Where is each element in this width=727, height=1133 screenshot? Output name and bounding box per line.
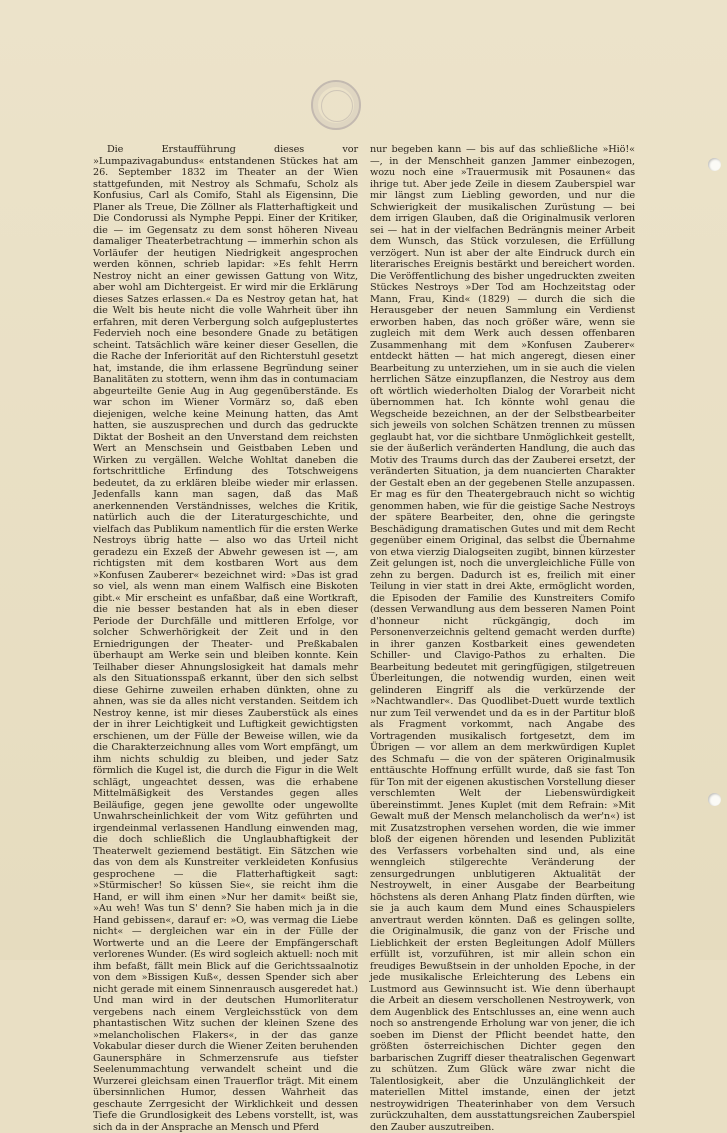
library-stamp [311, 80, 361, 130]
text-column-left [93, 144, 358, 1133]
punch-hole-bottom [708, 793, 721, 806]
library-stamp-inner [321, 90, 353, 122]
left-column-paragraph: Die Erstaufführung dieses vor »Lumpazivagabundus« entstandenen Stückes hat am 26. September 1832 im Theater an der Wien stattgefunden, mit Nestroy als Schmafu, Scholz als Konfusius, Carl als Comifo, Stahl als Eigensinn, Die Planer als Treue, Die Zöllner als Flatterhaftigkeit und Die Condorussi als Nymphe Peppi. Einer der Kritiker, die — im Gegensatz zu dem sonst höheren Niveau damaliger Theaterbetrachtung — immerhin schon als Vorläufer der heutigen Niedrigkeit angesprochen werden können, schrieb lapidar: »Es fehlt Herrn Nestroy nicht an einer gewissen Gattung von Witz, aber wohl am Dichtergeist. Er wird mir die Erklärung dieses Satzes erlassen.« Da es Nestroy getan hat, hat die Welt bis heute nicht die volle Wahrheit über ihn erfahren, mit deren Verbergung solch aufgeplustertes Federvieh noch eine besondere Gnade zu betätigen scheint. Tatsächlich wäre keiner dieser Gesellen, die die Rache der Inferiorität auf den Richterstuhl gesetzt hat, imstande, die ihm erlassene Begründung seiner Banalitäten zu stottern, wenn ihm das in contumaciam abgeurteilte Genie Aug in Aug gegenüberstände. Es war schon im Wiener Vormärz so, daß eben diejenigen, welche keine Meinung hatten, das Amt hatten, sie auszusprechen und durch das gedruckte Diktat der Bosheit an den Unverstand dem reichsten Wert an Menschsein und Geistbaben Leben und Wirken zu vergällen. Welche Wohltat daneben die fortschrittliche Erfindung des Totschweigens bedeutet, da zu erklären bleibe wieder mir erlassen. Jedenfalls kann man sagen, daß das Maß anerkennenden Verständnisses, welches die Kritik, natürlich auch die der Literaturgeschichte, und vielfach das Publikum namentlich für die ersten Werke Nestroys übrig hatte — also wo das Urteil nicht geradezu ein Exzeß der Abwehr gewesen ist —, am richtigsten mit dem kostbaren Wort aus dem »Konfusen Zauberer« bezeichnet wird: »Das ist grad so viel, als wenn man einem Walfisch eine Biskoten gibt.« Mir erscheint es unfaßbar, daß eine Wortkraft, die nie besser bestanden hat als in eben dieser Periode der Durchfälle und mittleren Erfolge, vor solcher Schwerhörigkeit der Zeit und in den Erniedrigungen der Theater- und Preßkabalen überhaupt am Werke sein und bleiben konnte. Kein Teilhaber dieser Ahnungslosigkeit hat damals mehr als den Situationsspaß erkannt, über den sich selbst diese Gehirne zuweilen erhaben dünkten, ohne zu ahnen, was sie da alles nicht verstanden. Seitdem ich Nestroy kenne, ist mir dieses Zauberstück als eines der in ihrer Leichtigkeit und Luftigkeit gewichtigsten erschienen, um der Fülle der Beweise willen, wie da die Charakterzeichnung alles vom Wort empfängt, um ihm nichts schuldig zu bleiben, und jeder Satz förmlich die Kugel ist, die durch die Figur in die Welt schlägt, ungeachtet dessen, was die erhabene Mittelmäßigkeit des Verstandes gegen alles Beiläufige, gegen jene gewollte oder ungewollte Unwahrscheinlichkeit der vom Witz geführten und irgendeinmal verlassenen Handlung einwenden mag, die doch schließlich die Unglaubhaftigkeit der Theaterwelt geziemend bestätigt. Ein Sätzchen wie das von dem als Kunstreiter verkleideten Konfusius gesprochene — die Flatterhaftigkeit sagt: »Stürmischer! So küssen Sie«, sie reicht ihm die Hand, er will ihm einen »Nur her damit« beißt sie, »Au weh! Was tun S' denn? Sie haben mich ja in die Hand gebissen«, darauf er: »O, was vermag die Liebe nicht« — dergleichen war ein in der Fülle der Wortwerte und an die Leere der Empfängerschaft verlorenes Wunder. (Es wird sogleich aktuell: noch mit ihm befaßt, fällt mein Blick auf die Gerichtssaalnotiz von dem »Bissigen Kuß«, dessen Spender sich aber nicht gerade mit einem Sinnenrausch ausgeredet hat.) Und man wird in der deutschen Humorliteratur vergebens nach einem Vergleichsstück von dem phantastischen Witz suchen der kleinen Szene des »melancholischen Flakers«, in der das ganze Vokabular dieser durch die Wiener Zeiten beruhenden Gaunersphäre in Schmerzensrufe aus tiefster Seelenummachtung verwandelt scheint und die Wurzerei gleichsam einen Trauerflor trägt. Mit einem übersinnlichen Humor, dessen Wahrheit das geschaute Zerrgesicht der Wirklichkeit und dessen Tiefe die Grundlosigkeit des Lebens vorstellt, ist, was sich da in der Ansprache an Mensch und Pferd [93, 144, 358, 1133]
text-column-right [370, 144, 635, 1133]
punch-hole-top [708, 158, 721, 171]
right-column-paragraph: nur begeben kann — bis auf das schließliche »Hiö!« —, in der Menschheit ganzen Jammer einbezogen, wozu noch eine »Trauermusik mit Posaunen« das ihrige tut. Aber jede Zeile in diesem Zauberspiel war mir längst zum Liebling geworden, und nur die Schwierigkeit der musikalischen Zurüstung — bei dem irrigen Glauben, daß die Originalmusik verloren sei — hat in der vielfachen Bedrängnis meiner Arbeit dem Wunsch, das Stück vorzulesen, die Erfüllung verzögert. Nun ist aber der alte Eindruck durch ein literarisches Ereignis bestärkt und bereichert worden. Die Veröffentlichung des bisher ungedruckten zweiten Stückes Nestroys »Der Tod am Hochzeitstag oder Mann, Frau, Kind« (1829) — durch die sich die Herausgeber der neuen Sammlung ein Verdienst erworben haben, das noch größer wäre, wenn sie zugleich mit dem Werk auch dessen offenbaren Zusammenhang mit dem »Konfusen Zauberer« entdeckt hätten — hat mich angeregt, diesen einer Bearbeitung zu unterziehen, um in sie auch die vielen herrlichen Sätze einzupflanzen, die Nestroy aus dem oft wörtlich wiederholten Dialog der Vorarbeit nicht übernommen hat. Ich könnte wohl genau die Wegscheide bezeichnen, an der der Selbstbearbeiter sich jeweils von solchen Schätzen trennen zu müssen geglaubt hat, vor die sichtbare Unmöglichkeit gestellt, sie der äußerlich veränderten Handlung, die auch das Motiv des Traums durch das der Zauberei ersetzt, der veränderten Situation, ja dem nuancierten Charakter der Gestalt eben an der gegebenen Stelle anzupassen. Er mag es für den Theatergebrauch nicht so wichtig genommen haben, wie für die geistige Sache Nestroys der spätere Bearbeiter, den, ohne die geringste Beschädigung dramatischen Gutes und mit dem Recht gegenüber einem Original, das selbst die Übernahme von etwa vierzig Dialogseiten zugibt, binnen kürzester Zeit gelungen ist, noch die unvergleichliche Fülle von zehn zu bergen. Dadurch ist es, freilich mit einer Teilung in vier statt in drei Akte, ermöglicht worden, die Episoden der Familie des Kunstreiters Comifo (dessen Verwandlung aus dem besseren Namen Point d'honneur nicht rückgängig, doch im Personenverzeichnis geltend gemacht werden durfte) in ihrer ganzen Kostbarkeit eines gewendeten Schiller- und Clavigo-Pathos zu erhalten. Die Bearbeitung bedeutet mit geringfügigen, stilgetreuen Überleitungen, die notwendig wurden, einen weit gelinderen Eingriff als die verkürzende der »Nachtwandler«. Das Quodlibet-Duett wurde textlich nur zum Teil verwendet und da es in der Partitur bloß als Fragment vorkommt, nach Angabe des Vortragenden musikalisch fortgesetzt, dem im Übrigen — vor allem an dem merkwürdigen Kuplet des Schmafu — die von der späteren Originalmusik enttäuschte Hoffnung erfüllt wurde, daß sie fast Ton für Ton mit der eigenen akustischen Vorstellung dieser verschlemten Welt der Liebenswürdigkeit übereinstimmt. Jenes Kuplet (mit dem Refrain: »Mit Gewalt muß der Mensch melancholisch da wer'n«) ist mit Zusatzstrophen versehen worden, die wie immer bloß der eigenen hörenden und lesenden Publizität des Verfassers vorbehalten sind und, als eine wenngleich stilgerechte Veränderung der zensurgedrungen unblutigeren Aktualität der Nestroywelt, in einer Ausgabe der Bearbeitung höchstens als deren Anhang Platz finden dürften, wie sie ja auch kaum dem Mund eines Schauspielers anvertraut werden könnten. Daß es gelingen sollte, die Originalmusik, die ganz von der Frische und Lieblichkeit der ersten Begleitungen Adolf Müllers erfüllt ist, vorzuführen, ist mir allein schon ein freudiges Bewußtsein in der unholden Epoche, in der jede musikalische Erleichterung des Lebens ein Lustmord aus Gewinnsucht ist. Wie denn überhaupt die Arbeit an diesem verschollenen Nestroywerk, von dem Augenblick des Entschlusses an, eine wenn auch noch so anstrengende Erholung war von jener, die ich soeben im Dienst der Pflicht beendet hatte, den größten österreichischen Dichter gegen den barbarischen Zugriff dieser theatralischen Gegenwart zu schützen. Zum Glück wäre zwar nicht die Talentlosigkeit, aber die Unzulänglichkeit der materiellen Mittel imstande, einen der jetzt nestroywidrigen Theaterinhaber von dem Versuch zurückzuhalten, dem ausstattungsreichen Zauberspiel den Zauber auszutreiben. [370, 144, 635, 1133]
